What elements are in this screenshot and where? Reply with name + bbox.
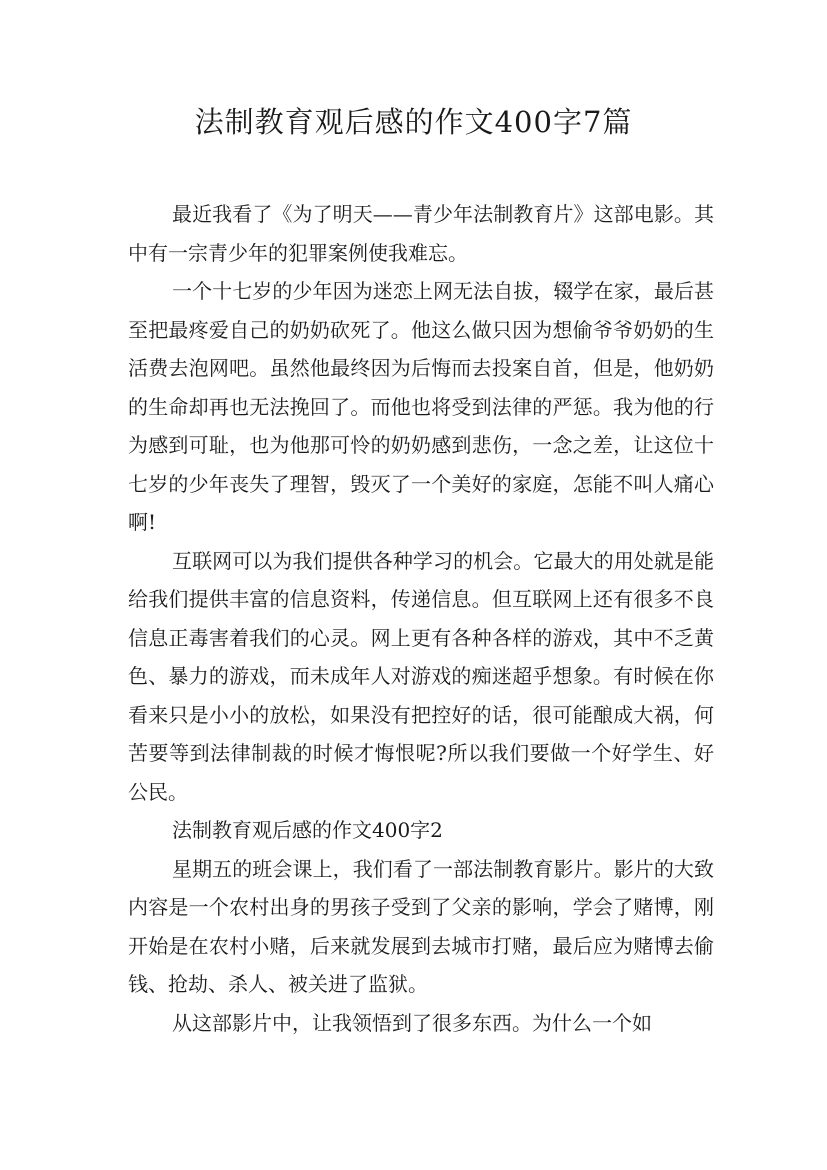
paragraph-5: 从这部影片中，让我领悟到了很多东西。为什么一个如 xyxy=(172,1010,652,1035)
section-heading-2: 法制教育观后感的作文400字2 xyxy=(172,818,443,842)
paragraph-1: 最近我看了《为了明天——青少年法制教育片》这部电影。其中有一宗青少年的犯罪案例使我难忘。 xyxy=(128,202,714,265)
paragraph-4: 星期五的班会课上，我们看了一部法制教育影片。影片的大致内容是一个农村出身的男孩子受到了父亲的影响，学会了赌博，刚开始是在农村小赌，后来就发展到去城市打赌，最后应为赌博去偷钱、抢劫、杀人、被关进了监狱。 xyxy=(128,856,714,996)
document-body xyxy=(128,195,714,1042)
document-title: 法制教育观后感的作文400字7篇 xyxy=(194,105,633,139)
paragraph-2: 一个十七岁的少年因为迷恋上网无法自拔，辍学在家，最后甚至把最疼爱自己的奶奶砍死了。他这么做只因为想偷爷爷奶奶的生活费去泡网吧。虽然他最终因为后悔而去投案自首，但是，他奶奶的生命却再也无法挽回了。而他也将受到法律的严惩。我为他的行为感到可耻，也为他那可怜的奶奶感到悲伤，一念之差，让这位十七岁的少年丧失了理智，毁灭了一个美好的家庭，怎能不叫人痛心啊! xyxy=(128,279,714,534)
paragraph-3: 互联网可以为我们提供各种学习的机会。它最大的用处就是能给我们提供丰富的信息资料，传递信息。但互联网上还有很多不良信息正毒害着我们的心灵。网上更有各种各样的游戏，其中不乏黄色、暴力的游戏，而未成年人对游戏的痴迷超乎想象。有时候在你看来只是小小的放松，如果没有把控好的话，很可能酿成大祸，何苦要等到法律制裁的时候才悔恨呢?所以我们要做一个好学生、好公民。 xyxy=(128,548,714,804)
